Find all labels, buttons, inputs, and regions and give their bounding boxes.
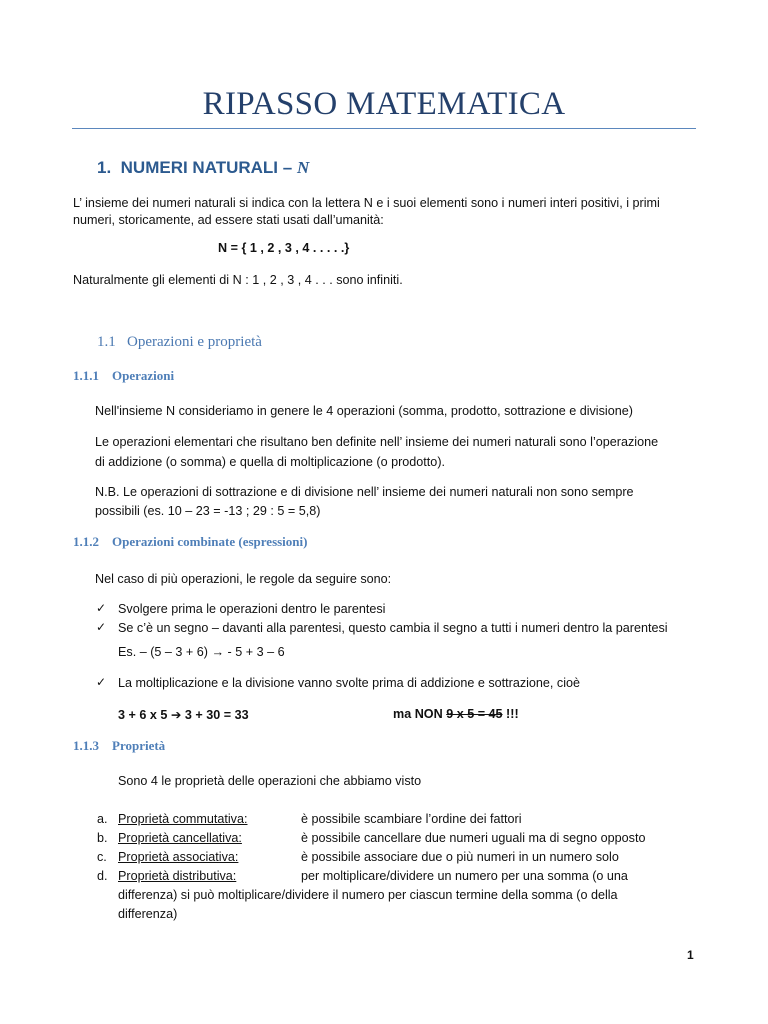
property-name: Proprietà associativa: — [118, 850, 239, 864]
wrong-calculation: 9 x 5 = 45 — [446, 707, 503, 721]
document-title: RIPASSO MATEMATICA — [202, 86, 566, 122]
section-1-1-title: Operazioni e proprietà — [127, 334, 262, 350]
example-precedence-correct: 3 + 6 x 5 ➔ 3 + 30 = 33 — [118, 708, 249, 722]
section-1-1-3-heading — [73, 738, 165, 754]
section-1-heading — [97, 158, 309, 178]
rule-minus-sign: Se c’è un segno – davanti alla parentesi, questo cambia il segno a tutti i numeri dentro la parentesi — [118, 621, 668, 635]
rule-parentheses: Svolgere prima le operazioni dentro le parentesi — [118, 602, 386, 616]
section-1-1-2-number: 1.1.2 — [73, 534, 99, 549]
property-description: è possibile cancellare due numeri uguali ma di segno opposto — [301, 831, 646, 845]
section-1-1-1-number: 1.1.1 — [73, 368, 99, 383]
set-definition: N = { 1 , 2 , 3 , 4 . . . . .} — [218, 241, 350, 255]
rules-intro: Nel caso di più operazioni, le regole da seguire sono: — [95, 572, 392, 586]
section-1-symbol: N — [296, 158, 310, 177]
section-1-1-2-heading — [73, 534, 307, 550]
property-letter: b. — [97, 831, 108, 845]
page-number: 1 — [687, 948, 694, 962]
section-1-1-3-title: Proprietà — [112, 738, 166, 753]
nb-line-2: possibili (es. 10 – 23 = -13 ; 29 : 5 = 5,8) — [95, 504, 321, 518]
distributive-continuation-1: differenza) si può moltiplicare/dividere il numero per ciascun termine della somma (o della — [118, 888, 618, 902]
wrong-suffix: !!! — [502, 707, 519, 721]
check-icon: ✓ — [96, 601, 107, 615]
property-letter: d. — [97, 869, 108, 883]
section-1-1-heading — [97, 334, 262, 351]
intro-line-2: numeri, storicamente, ad essere stati usati dall’umanità: — [73, 213, 384, 227]
property-description: per moltiplicare/dividere un numero per una somma (o una — [301, 869, 628, 883]
section-1-1-3-number: 1.1.3 — [73, 738, 99, 753]
check-icon: ✓ — [96, 675, 107, 689]
property-name: Proprietà commutativa: — [118, 812, 248, 826]
check-icon: ✓ — [96, 620, 107, 634]
property-letter: c. — [97, 850, 107, 864]
property-description: è possibile associare due o più numeri in un numero solo — [301, 850, 619, 864]
section-1-1-1-title: Operazioni — [112, 368, 175, 383]
property-name: Proprietà cancellativa: — [118, 831, 242, 845]
example-precedence-wrong — [393, 707, 519, 721]
section-1-1-2-title: Operazioni combinate (espressioni) — [112, 534, 308, 549]
rule-precedence: La moltiplicazione e la divisione vanno svolte prima di addizione e sottrazione, cioè — [118, 676, 581, 690]
property-description: è possibile scambiare l’ordine dei fattori — [301, 812, 522, 826]
property-letter: a. — [97, 812, 108, 826]
wrong-prefix: ma NON — [393, 707, 443, 721]
operations-paragraph: Nell'insieme N consideriamo in genere le 4 operazioni (somma, prodotto, sottrazione e divisione) — [95, 404, 633, 418]
section-1-1-number: 1.1 — [97, 334, 116, 350]
properties-intro: Sono 4 le proprietà delle operazioni che abbiamo visto — [118, 774, 422, 788]
infinite-statement: Naturalmente gli elementi di N : 1 , 2 , 3 , 4 . . . sono infiniti. — [73, 273, 403, 287]
well-defined-line-2: di addizione (o somma) e quella di moltiplicazione (o prodotto). — [95, 455, 446, 469]
intro-line-1: L’ insieme dei numeri naturali si indica con la lettera N e i suoi elementi sono i numeri interi positivi, i primi — [73, 196, 660, 210]
section-1-1-1-heading — [73, 368, 174, 384]
section-1-title: NUMERI NATURALI – — [120, 158, 293, 177]
example-minus-sign: Es. – (5 – 3 + 6) → - 5 + 3 – 6 — [118, 645, 285, 659]
property-name: Proprietà distributiva: — [118, 869, 237, 883]
well-defined-line-1: Le operazioni elementari che risultano ben definite nell’ insieme dei numeri naturali sono l’operazione — [95, 435, 659, 449]
distributive-continuation-2: differenza) — [118, 907, 178, 921]
nb-line-1: N.B. Le operazioni di sottrazione e di divisione nell’ insieme dei numeri naturali non sono sempre — [95, 485, 634, 499]
title-divider — [72, 128, 696, 129]
section-1-number: 1. — [97, 158, 112, 177]
